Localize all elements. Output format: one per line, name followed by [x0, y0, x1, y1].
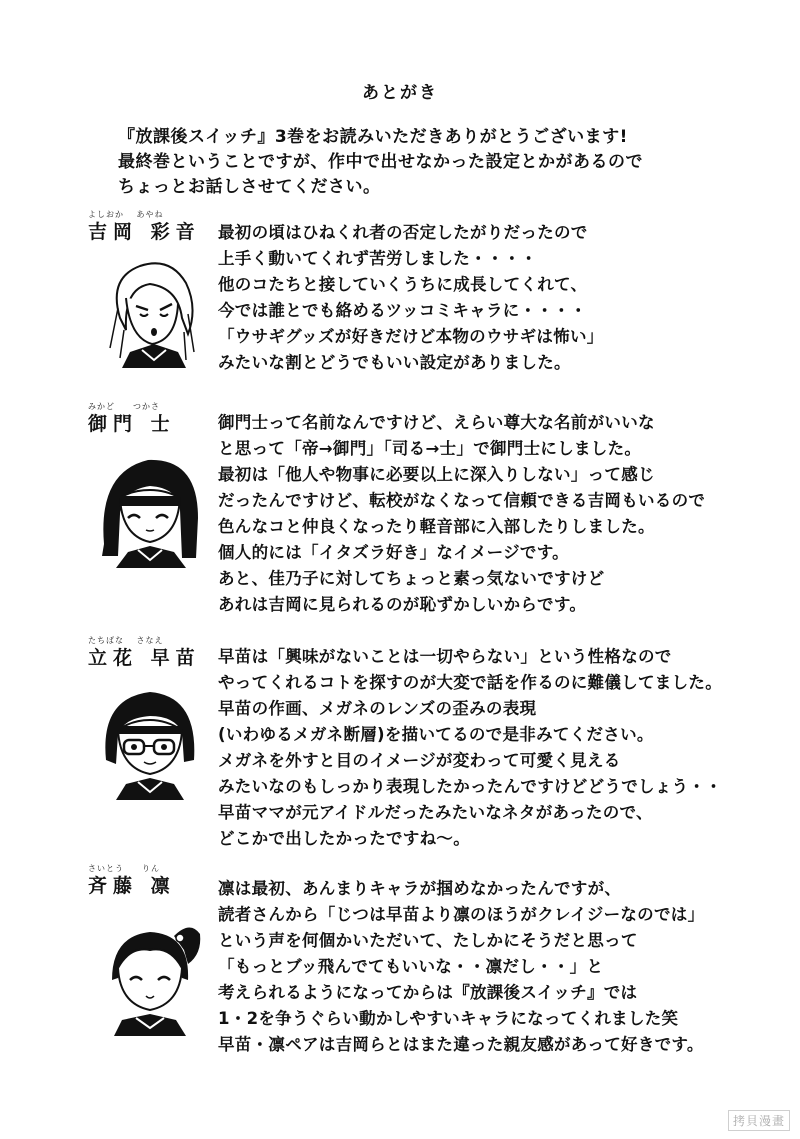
description-line: 読者さんから「じつは早苗より凛のほうがクレイジーなのでは」 — [218, 905, 705, 924]
mikado-portrait-illustration — [90, 448, 210, 568]
name-ruby: たちばな さなえ — [88, 636, 164, 645]
description-line: と思って「帝→御門」「司る→士」で御門士にしました。 — [218, 439, 642, 458]
name-ruby: みかど つかさ — [88, 402, 160, 411]
character-name: 吉岡 彩音 — [88, 221, 201, 243]
description-line: みたいな割とどうでもいい設定がありました。 — [218, 353, 571, 372]
description-line: 1・2を争うぐらい動かしやすいキャラになってくれました笑 — [218, 1009, 679, 1028]
intro-line: 最終巻ということですが、作中で出せなかった設定とかがあるので — [118, 152, 643, 172]
description-line: だったんですけど、転校がなくなって信頼できる吉岡もいるので — [218, 491, 706, 510]
description-line: 「ウサギグッズが好きだけど本物のウサギは怖い」 — [218, 327, 604, 346]
character-name: 斉藤 凛 — [88, 875, 176, 897]
description-line: 最初の頃はひねくれ者の否定したがりだったので — [218, 223, 588, 242]
tachibana-portrait-illustration — [90, 680, 210, 800]
character-name-block — [88, 402, 198, 436]
intro-line: ちょっとお話しさせてください。 — [118, 177, 381, 197]
character-description — [218, 876, 778, 1058]
character-name-block — [88, 210, 201, 244]
character-description — [218, 220, 778, 376]
description-line: 早苗ママが元アイドルだったみたいなネタがあったので、 — [218, 803, 653, 822]
name-ruby: さいとう りん — [88, 864, 160, 873]
description-line: 上手く動いてくれず苦労しました・・・・ — [218, 249, 538, 268]
page-title: あとがき — [362, 83, 438, 103]
description-line: 考えられるようになってからは『放課後スイッチ』では — [218, 983, 638, 1002]
description-line: あれは吉岡に見られるのが恥ずかしいからです。 — [218, 595, 587, 614]
character-name: 立花 早苗 — [88, 647, 201, 669]
description-line: 個人的には「イタズラ好き」なイメージです。 — [218, 543, 569, 562]
description-line: メガネを外すと目のイメージが変わって可愛く見える — [218, 751, 621, 770]
intro-line: 『放課後スイッチ』3巻をお読みいただきありがとうございます! — [118, 127, 628, 147]
yoshioka-portrait-illustration — [90, 248, 210, 368]
description-line: 色んなコと仲良くなったり軽音部に入部したりしました。 — [218, 517, 655, 536]
description-line: 早苗の作画、メガネのレンズの歪みの表現 — [218, 699, 537, 718]
description-line: やってくれるコトを探すのが大変で話を作るのに難儀してました。 — [218, 673, 722, 692]
description-line: 「もっとブッ飛んでてもいいな・・凛だし・・」と — [218, 957, 604, 976]
description-line: どこかで出したかったですね～。 — [218, 829, 470, 848]
description-line: あと、佳乃子に対してちょっと素っ気ないですけど — [218, 569, 605, 588]
description-line: 早苗は「興味がないことは一切やらない」という性格なので — [218, 647, 672, 666]
description-line: みたいなのもしっかり表現したかったんですけどどうでしょう・・ — [218, 777, 722, 796]
character-name-block — [88, 864, 198, 898]
description-line: という声を何個かいただいて、たしかにそうだと思って — [218, 931, 638, 950]
description-line: 早苗・凛ペアは吉岡らとはまた違った親友感があって好きです。 — [218, 1035, 704, 1054]
description-line: 最初は「他人や物事に必要以上に深入りしない」って感じ — [218, 465, 655, 484]
description-line: 御門士って名前なんですけど、えらい尊大な名前がいいな — [218, 413, 655, 432]
site-watermark: 拷貝漫畫 — [728, 1110, 790, 1131]
name-ruby: よしおか あやね — [88, 210, 164, 219]
saito-portrait-illustration — [90, 916, 210, 1036]
intro-paragraph — [118, 125, 758, 200]
description-line: 凛は最初、あんまりキャラが掴めなかったんですが、 — [218, 879, 622, 898]
character-name-block — [88, 636, 201, 670]
character-name: 御門 士 — [88, 413, 176, 435]
character-description — [218, 644, 778, 852]
description-line: (いわゆるメガネ断層)を描いてるので是非みてください。 — [218, 725, 654, 744]
description-line: 他のコたちと接していくうちに成長してくれて、 — [218, 275, 588, 294]
description-line: 今では誰とでも絡めるツッコミキャラに・・・・ — [218, 301, 587, 320]
character-description — [218, 410, 778, 618]
